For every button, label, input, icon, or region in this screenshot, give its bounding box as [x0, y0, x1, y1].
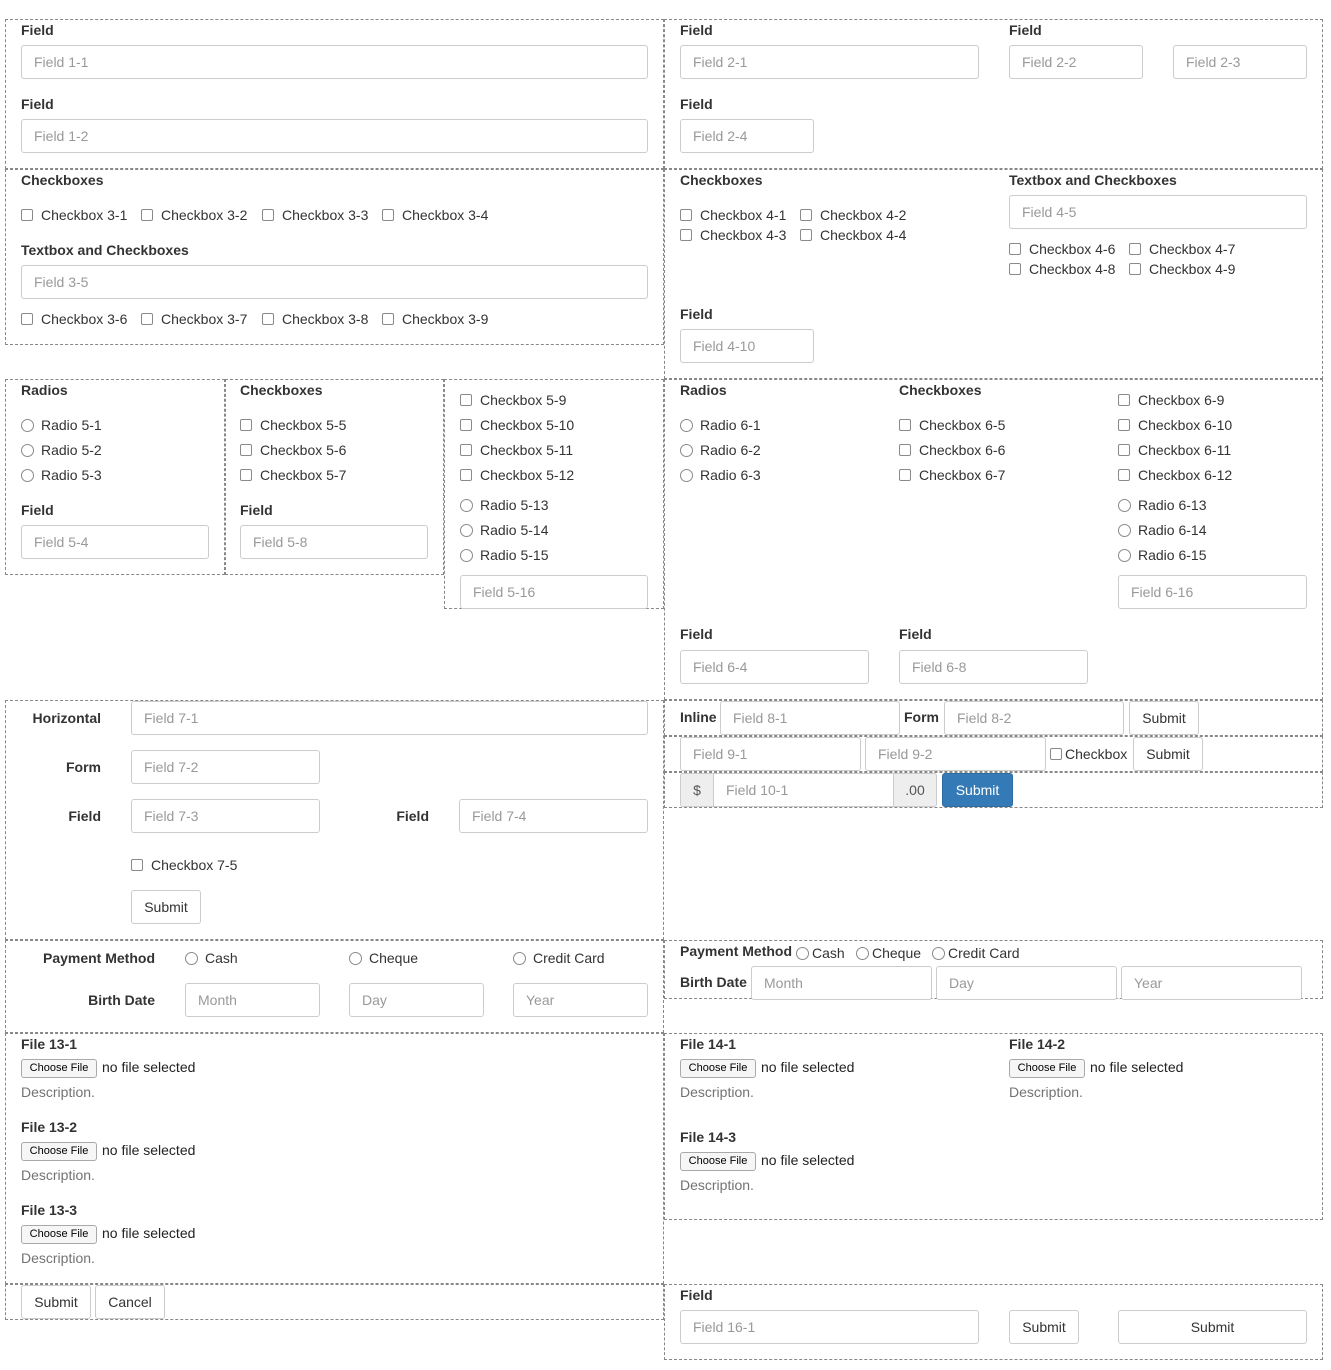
- checkbox-box[interactable]: [1118, 419, 1130, 431]
- field-1-1-input[interactable]: Field 1-1: [21, 45, 648, 79]
- horizontal-label: Horizontal: [32, 710, 101, 726]
- checkbox-4-9[interactable]: [1129, 259, 1235, 279]
- radio-label: Radio 6-2: [700, 442, 761, 458]
- checkbox-box[interactable]: [800, 209, 812, 221]
- checkbox-label: Checkbox 4-9: [1149, 261, 1236, 277]
- checkbox-box[interactable]: [1129, 263, 1141, 275]
- radio-circle[interactable]: [680, 469, 693, 482]
- checkbox-label: Checkbox 6-6: [919, 442, 1006, 458]
- checkbox-box[interactable]: [131, 859, 143, 871]
- radio-circle[interactable]: [21, 419, 34, 432]
- checkboxes-label: Checkboxes: [240, 382, 323, 398]
- year-input[interactable]: Year: [513, 983, 648, 1017]
- checkbox-6-6[interactable]: [899, 440, 1005, 460]
- field-4-10-input[interactable]: Field 4-10: [680, 329, 814, 363]
- radio-cash[interactable]: [796, 943, 845, 963]
- field-label: Field: [680, 22, 713, 38]
- radio-circle[interactable]: [460, 499, 473, 512]
- radios-label: Radios: [680, 382, 727, 398]
- checkbox-box[interactable]: [899, 444, 911, 456]
- inline-label: Inline: [680, 709, 717, 725]
- field-6-8-input[interactable]: Field 6-8: [899, 650, 1088, 684]
- submit-button[interactable]: Submit: [131, 890, 201, 924]
- radio-circle[interactable]: [1118, 549, 1131, 562]
- checkbox-box[interactable]: [382, 209, 394, 221]
- field-8-1-input[interactable]: Field 8-1: [720, 701, 900, 735]
- radio-credit-card[interactable]: [932, 943, 1020, 963]
- radio-6-13[interactable]: [1118, 495, 1207, 515]
- checkbox-box[interactable]: [1118, 394, 1130, 406]
- file-label: File 13-1: [21, 1036, 78, 1052]
- checkbox-4-7[interactable]: [1129, 239, 1235, 259]
- checkbox-box[interactable]: [899, 419, 911, 431]
- checkbox-box[interactable]: [1009, 243, 1021, 255]
- form-label: Form: [66, 759, 101, 775]
- radio-label: Cheque: [369, 950, 419, 966]
- checkbox-label: Checkbox 5-9: [480, 392, 567, 408]
- file-label: File 13-2: [21, 1119, 78, 1135]
- field-label: Field: [21, 22, 54, 38]
- checkboxes-label: Checkboxes: [899, 382, 982, 398]
- field-5-4-input[interactable]: Field 5-4: [21, 525, 209, 559]
- month-input[interactable]: Month: [185, 983, 320, 1017]
- checkbox-box[interactable]: [382, 313, 394, 325]
- checkbox-7-5[interactable]: [131, 855, 237, 875]
- field-label: Field: [1009, 22, 1042, 38]
- checkbox-box[interactable]: [141, 313, 153, 325]
- checkbox-label: Checkbox 3-1: [41, 207, 128, 223]
- radio-circle[interactable]: [349, 952, 362, 965]
- no-file-text: no file selected: [761, 1152, 855, 1168]
- radio-label: Radio 6-1: [700, 417, 761, 433]
- checkbox-label: Checkbox 6-10: [1138, 417, 1233, 433]
- file-label: File 14-3: [680, 1129, 737, 1145]
- checkbox-box[interactable]: [262, 313, 274, 325]
- radio-circle[interactable]: [796, 947, 809, 960]
- checkbox-box[interactable]: [1009, 263, 1021, 275]
- checkbox-label: Checkbox 5-12: [480, 467, 575, 483]
- checkbox-3-1[interactable]: [21, 205, 127, 225]
- payment-method-label: Payment Method: [680, 943, 793, 959]
- radio-5-13[interactable]: [460, 495, 549, 515]
- checkbox-5-6[interactable]: [240, 440, 346, 460]
- radio-5-3[interactable]: [21, 465, 102, 485]
- submit-button[interactable]: Submit: [1009, 1310, 1079, 1344]
- radio-cheque[interactable]: [856, 943, 921, 963]
- checkbox-6-5[interactable]: [899, 415, 1005, 435]
- checkbox-box[interactable]: [460, 394, 472, 406]
- no-file-text: no file selected: [1090, 1059, 1184, 1075]
- checkbox-label: Checkbox 3-6: [41, 311, 128, 327]
- file-label: File 14-1: [680, 1036, 737, 1052]
- checkbox-box[interactable]: [21, 313, 33, 325]
- no-file-text: no file selected: [102, 1225, 196, 1241]
- checkbox-label: Checkbox 6-9: [1138, 392, 1225, 408]
- radio-6-3[interactable]: [680, 465, 761, 485]
- field-label: Field: [21, 502, 54, 518]
- radio-label: Credit Card: [533, 950, 605, 966]
- checkbox-label: Checkbox 5-7: [260, 467, 347, 483]
- field-label: Field: [899, 626, 932, 642]
- checkbox-label: Checkbox: [1065, 746, 1128, 762]
- checkbox-label: Checkbox 6-7: [919, 467, 1006, 483]
- checkbox-6-12[interactable]: [1118, 465, 1232, 485]
- checkbox-label: Checkbox 5-10: [480, 417, 575, 433]
- checkbox-3-4[interactable]: [382, 205, 488, 225]
- field-label: Field: [240, 502, 273, 518]
- field-6-16-input[interactable]: Field 6-16: [1118, 575, 1307, 609]
- checkbox-6-7[interactable]: [899, 465, 1005, 485]
- field-5-16-input[interactable]: Field 5-16: [460, 575, 648, 609]
- radio-circle[interactable]: [460, 524, 473, 537]
- radio-circle[interactable]: [680, 419, 693, 432]
- checkbox-3-6[interactable]: [21, 309, 127, 329]
- checkbox-6-10[interactable]: [1118, 415, 1232, 435]
- radios-label: Radios: [21, 382, 68, 398]
- submit-button[interactable]: Submit: [1133, 737, 1203, 771]
- submit-button[interactable]: Submit: [21, 1285, 91, 1319]
- checkbox-label: Checkbox 5-6: [260, 442, 347, 458]
- submit-button-primary[interactable]: Submit: [942, 773, 1013, 807]
- choose-file-button[interactable]: Choose File: [680, 1059, 756, 1078]
- field-2-2-input[interactable]: Field 2-2: [1009, 45, 1143, 79]
- checkbox-3-9[interactable]: [382, 309, 488, 329]
- checkboxes-label: Checkboxes: [680, 172, 763, 188]
- radio-label: Radio 6-14: [1138, 522, 1207, 538]
- radio-5-2[interactable]: [21, 440, 102, 460]
- textbox-checkboxes-label: Textbox and Checkboxes: [1009, 172, 1177, 188]
- radio-circle[interactable]: [21, 469, 34, 482]
- checkbox-box[interactable]: [1129, 243, 1141, 255]
- checkbox-label: Checkbox 4-8: [1029, 261, 1116, 277]
- radio-circle[interactable]: [185, 952, 198, 965]
- radio-label: Radio 6-3: [700, 467, 761, 483]
- checkbox-5-7[interactable]: [240, 465, 346, 485]
- checkboxes-label: Checkboxes: [21, 172, 104, 188]
- field-10-1-input[interactable]: Field 10-1: [713, 773, 894, 807]
- radio-5-14[interactable]: [460, 520, 549, 540]
- cancel-button[interactable]: Cancel: [95, 1285, 165, 1319]
- checkbox-label: Checkbox 4-3: [700, 227, 787, 243]
- checkbox-label: Checkbox 3-4: [402, 207, 489, 223]
- checkbox-6-11[interactable]: [1118, 440, 1231, 460]
- checkbox-4-8[interactable]: [1009, 259, 1115, 279]
- checkbox-box[interactable]: [680, 209, 692, 221]
- radio-6-14[interactable]: [1118, 520, 1207, 540]
- checkbox-6-9[interactable]: [1118, 390, 1224, 410]
- field-7-2-input[interactable]: Field 7-2: [131, 750, 320, 784]
- checkbox-label: Checkbox 4-1: [700, 207, 787, 223]
- radio-circle[interactable]: [932, 947, 945, 960]
- field-label: Field: [680, 626, 713, 642]
- radio-label: Radio 5-1: [41, 417, 102, 433]
- checkbox-label: Checkbox 4-6: [1029, 241, 1116, 257]
- radio-label: Radio 5-13: [480, 497, 549, 513]
- radio-6-1[interactable]: [680, 415, 761, 435]
- radio-circle[interactable]: [680, 444, 693, 457]
- checkbox-box[interactable]: [1118, 444, 1130, 456]
- checkbox-label: Checkbox 4-2: [820, 207, 907, 223]
- checkbox-label: Checkbox 7-5: [151, 857, 238, 873]
- checkbox-label: Checkbox 3-7: [161, 311, 248, 327]
- submit-button-wide[interactable]: Submit: [1118, 1310, 1307, 1344]
- radio-circle[interactable]: [21, 444, 34, 457]
- field-5-8-input[interactable]: Field 5-8: [240, 525, 428, 559]
- month-input[interactable]: Month: [751, 966, 932, 1000]
- checkbox-box[interactable]: [240, 444, 252, 456]
- radio-5-15[interactable]: [460, 545, 549, 565]
- field-6-4-input[interactable]: Field 6-4: [680, 650, 869, 684]
- day-input[interactable]: Day: [349, 983, 484, 1017]
- radio-circle[interactable]: [460, 549, 473, 562]
- no-file-text: no file selected: [761, 1059, 855, 1075]
- checkbox-box[interactable]: [1050, 748, 1062, 760]
- checkbox-5-5[interactable]: [240, 415, 346, 435]
- description-text: Description.: [21, 1167, 95, 1183]
- checkbox-label: Checkbox 5-11: [480, 442, 574, 458]
- field-2-1-input[interactable]: Field 2-1: [680, 45, 979, 79]
- description-text: Description.: [680, 1084, 754, 1100]
- radio-circle[interactable]: [856, 947, 869, 960]
- checkbox-label: Checkbox 4-4: [820, 227, 907, 243]
- checkbox-inline[interactable]: [1050, 744, 1127, 764]
- field-2-3-input[interactable]: Field 2-3: [1173, 45, 1307, 79]
- checkbox-3-8[interactable]: [262, 309, 368, 329]
- checkbox-box[interactable]: [460, 444, 472, 456]
- checkbox-label: Checkbox 3-9: [402, 311, 489, 327]
- checkbox-label: Checkbox 3-8: [282, 311, 369, 327]
- radio-cash[interactable]: [185, 948, 238, 968]
- form-label: Form: [904, 709, 939, 725]
- year-input[interactable]: Year: [1121, 966, 1302, 1000]
- checkbox-4-6[interactable]: [1009, 239, 1115, 259]
- field-7-1-input[interactable]: Field 7-1: [131, 701, 648, 735]
- radio-label: Radio 6-13: [1138, 497, 1207, 513]
- radio-5-1[interactable]: [21, 415, 102, 435]
- field-16-1-input[interactable]: Field 16-1: [680, 1310, 979, 1344]
- checkbox-4-1[interactable]: [680, 205, 786, 225]
- payment-method-label: Payment Method: [42, 950, 155, 966]
- field-3-5-input[interactable]: Field 3-5: [21, 265, 648, 299]
- currency-prefix: $: [680, 773, 714, 807]
- textbox-checkboxes-label: Textbox and Checkboxes: [21, 242, 189, 258]
- birth-date-label: Birth Date: [88, 992, 155, 1008]
- field-label: Field: [396, 808, 429, 824]
- checkbox-label: Checkbox 3-2: [161, 207, 248, 223]
- choose-file-button[interactable]: Choose File: [21, 1142, 97, 1161]
- checkbox-4-4[interactable]: [800, 225, 906, 245]
- submit-button[interactable]: Submit: [1129, 701, 1199, 735]
- radio-circle[interactable]: [1118, 524, 1131, 537]
- checkbox-box[interactable]: [680, 229, 692, 241]
- radio-label: Cash: [205, 950, 238, 966]
- radio-label: Radio 5-14: [480, 522, 549, 538]
- radio-label: Radio 5-2: [41, 442, 102, 458]
- choose-file-button[interactable]: Choose File: [21, 1225, 97, 1244]
- checkbox-box[interactable]: [141, 209, 153, 221]
- radio-6-2[interactable]: [680, 440, 761, 460]
- checkbox-label: Checkbox 5-5: [260, 417, 347, 433]
- no-file-text: no file selected: [102, 1142, 196, 1158]
- choose-file-button[interactable]: Choose File: [1009, 1059, 1085, 1078]
- field-label: Field: [68, 808, 101, 824]
- radio-cheque[interactable]: [349, 948, 418, 968]
- field-9-1-input[interactable]: Field 9-1: [680, 737, 861, 771]
- checkbox-label: Checkbox 3-3: [282, 207, 369, 223]
- radio-circle[interactable]: [513, 952, 526, 965]
- checkbox-box[interactable]: [21, 209, 33, 221]
- checkbox-box[interactable]: [899, 469, 911, 481]
- field-9-2-input[interactable]: Field 9-2: [865, 737, 1046, 771]
- checkbox-label: Checkbox 6-12: [1138, 467, 1233, 483]
- checkbox-5-11[interactable]: [460, 440, 573, 460]
- choose-file-button[interactable]: Choose File: [680, 1152, 756, 1171]
- birth-date-label: Birth Date: [680, 974, 747, 990]
- checkbox-box[interactable]: [800, 229, 812, 241]
- description-text: Description.: [680, 1177, 754, 1193]
- checkbox-label: Checkbox 6-5: [919, 417, 1006, 433]
- description-text: Description.: [21, 1250, 95, 1266]
- choose-file-button[interactable]: Choose File: [21, 1059, 97, 1078]
- field-label: Field: [21, 96, 54, 112]
- radio-credit-card[interactable]: [513, 948, 605, 968]
- file-label: File 13-3: [21, 1202, 78, 1218]
- field-label: Field: [680, 1287, 713, 1303]
- field-2-4-input[interactable]: Field 2-4: [680, 119, 814, 153]
- checkbox-label: Checkbox 6-11: [1138, 442, 1232, 458]
- checkbox-box[interactable]: [262, 209, 274, 221]
- radio-label: Radio 5-3: [41, 467, 102, 483]
- checkbox-3-7[interactable]: [141, 309, 247, 329]
- checkbox-label: Checkbox 4-7: [1149, 241, 1236, 257]
- radio-circle[interactable]: [1118, 499, 1131, 512]
- radio-label: Radio 6-15: [1138, 547, 1207, 563]
- checkbox-4-2[interactable]: [800, 205, 906, 225]
- description-text: Description.: [1009, 1084, 1083, 1100]
- checkbox-box[interactable]: [460, 469, 472, 481]
- checkbox-4-3[interactable]: [680, 225, 786, 245]
- field-7-4-input[interactable]: Field 7-4: [459, 799, 648, 833]
- field-8-2-input[interactable]: Field 8-2: [944, 701, 1124, 735]
- radio-label: Cash: [812, 945, 845, 961]
- field-label: Field: [680, 306, 713, 322]
- no-file-text: no file selected: [102, 1059, 196, 1075]
- checkbox-5-12[interactable]: [460, 465, 574, 485]
- radio-label: Cheque: [872, 945, 922, 961]
- day-input[interactable]: Day: [936, 966, 1117, 1000]
- checkbox-box[interactable]: [240, 469, 252, 481]
- checkbox-box[interactable]: [240, 419, 252, 431]
- field-1-2-input[interactable]: Field 1-2: [21, 119, 648, 153]
- file-label: File 14-2: [1009, 1036, 1066, 1052]
- field-label: Field: [680, 96, 713, 112]
- checkbox-3-3[interactable]: [262, 205, 368, 225]
- decimal-suffix: .00: [893, 773, 937, 807]
- description-text: Description.: [21, 1084, 95, 1100]
- checkbox-box[interactable]: [460, 419, 472, 431]
- field-7-3-input[interactable]: Field 7-3: [131, 799, 320, 833]
- radio-label: Credit Card: [948, 945, 1020, 961]
- radio-6-15[interactable]: [1118, 545, 1207, 565]
- checkbox-3-2[interactable]: [141, 205, 247, 225]
- checkbox-box[interactable]: [1118, 469, 1130, 481]
- radio-label: Radio 5-15: [480, 547, 549, 563]
- field-4-5-input[interactable]: Field 4-5: [1009, 195, 1307, 229]
- checkbox-5-9[interactable]: [460, 390, 566, 410]
- checkbox-5-10[interactable]: [460, 415, 574, 435]
